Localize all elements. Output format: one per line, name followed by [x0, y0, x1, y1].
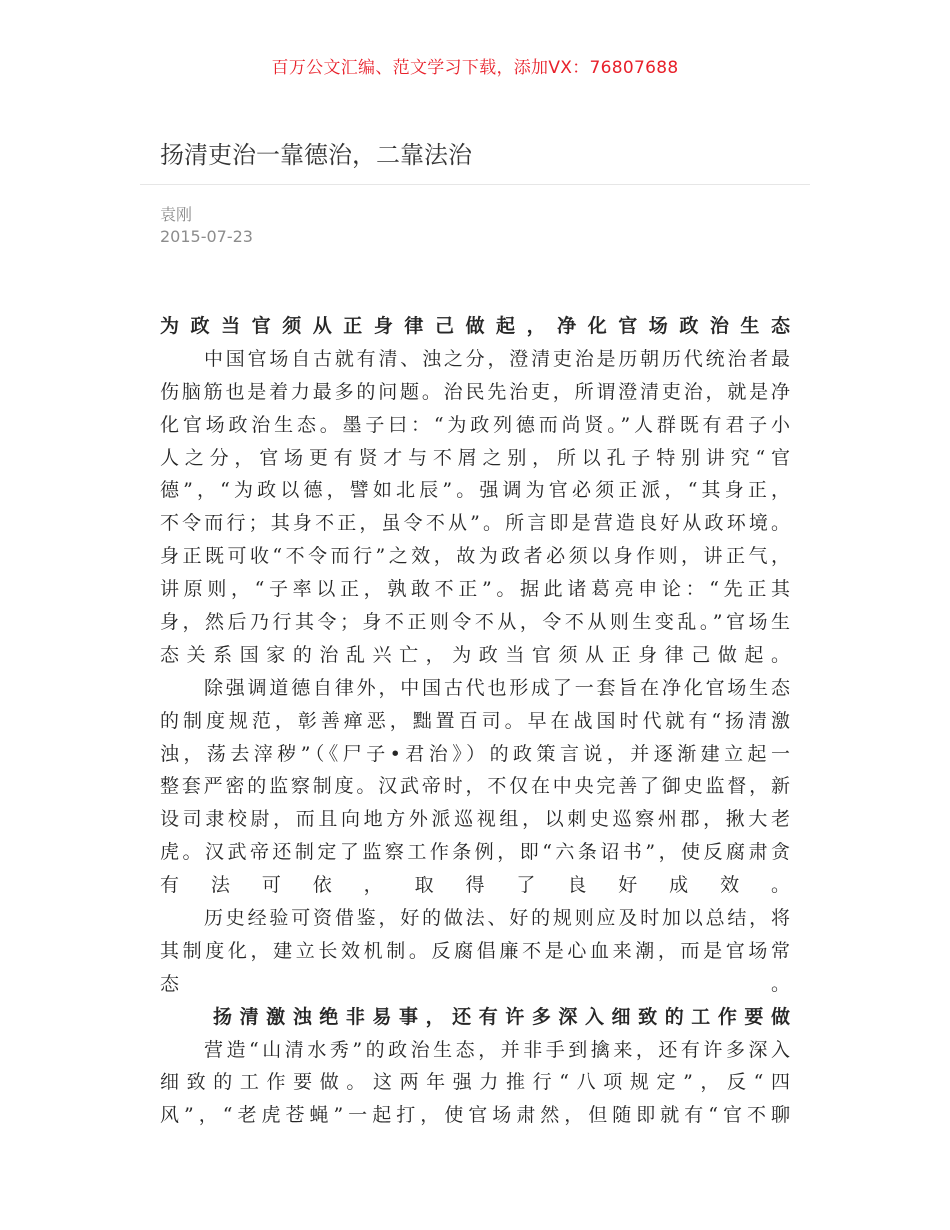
text-line: 风”，“老虎苍蝇”一起打，使官场肃然，但随即就有“官不聊 [160, 1104, 790, 1127]
text-line: 态。 [160, 972, 790, 995]
text-line: 的制度规范，彰善瘅恶，黜置百司。早在战国时代就有“扬清激 [160, 709, 790, 732]
text-line: 中国官场自古就有清、浊之分，澄清吏治是历朝历代统治者最 [204, 347, 790, 370]
text-line: 设司隶校尉，而且向地方外派巡视组，以刺史巡察州郡，揪大老 [160, 808, 790, 831]
text-line: 有法可依，取得了良好成效。 [160, 874, 790, 897]
text-line: 人之分，官场更有贤才与不屑之别，所以孔子特别讲究“官 [160, 446, 790, 469]
publish-date: 2015-07-23 [160, 227, 253, 246]
article-meta [160, 204, 253, 248]
text-line: 伤脑筋也是着力最多的问题。治民先治吏，所谓澄清吏治，就是净 [160, 380, 790, 403]
text-line: 身正既可收“不令而行”之效，故为政者必须以身作则，讲正气， [160, 545, 790, 568]
text-line: 浊，荡去滓秽”（《尸子•君治》）的政策言说，并逐渐建立起一 [160, 742, 790, 765]
author-name: 袁刚 [160, 205, 193, 224]
text-line: 虎。汉武帝还制定了监察工作条例，即“六条诏书”，使反腐肃贪 [160, 841, 790, 864]
promo-banner: 百万公文汇编、范文学习下载，添加VX：76807688 [271, 58, 679, 78]
article-title: 扬清吏治一靠德治，二靠法治 [160, 141, 472, 169]
section-heading: 为政当官须从正身律己做起，净化官场政治生态 [160, 315, 790, 337]
text-line: 除强调道德自律外，中国古代也形成了一套旨在净化官场生态 [204, 676, 790, 699]
text-line: 化官场政治生态。墨子曰：“为政列德而尚贤。”人群既有君子小 [160, 413, 790, 436]
text-line: 其制度化，建立长效机制。反腐倡廉不是心血来潮，而是官场常 [160, 939, 790, 962]
text-line: 身，然后乃行其令；身不正则令不从，令不从则生变乱。”官场生 [160, 611, 790, 634]
text-line: 态关系国家的治乱兴亡，为政当官须从正身律己做起。 [160, 643, 790, 666]
section-heading: 扬清激浊绝非易事，还有许多深入细致的工作要做 [213, 1005, 790, 1028]
text-line: 讲原则，“子率以正，孰敢不正”。据此诸葛亮申论：“先正其 [160, 578, 790, 601]
text-line: 整套严密的监察制度。汉武帝时，不仅在中央完善了御史监督，新 [160, 775, 790, 798]
text-line: 德”，“为政以德，譬如北辰”。强调为官必须正派，“其身正， [160, 479, 790, 502]
text-line: 历史经验可资借鉴，好的做法、好的规则应及时加以总结，将 [204, 907, 790, 930]
text-line: 不令而行；其身不正，虽令不从”。所言即是营造良好从政环境。 [160, 512, 790, 535]
article-body [160, 310, 790, 1132]
text-line: 营造“山清水秀”的政治生态，并非手到擒来，还有许多深入 [204, 1038, 790, 1061]
text-line: 细致的工作要做。这两年强力推行“八项规定”，反“四 [160, 1071, 790, 1094]
title-divider [140, 184, 810, 185]
